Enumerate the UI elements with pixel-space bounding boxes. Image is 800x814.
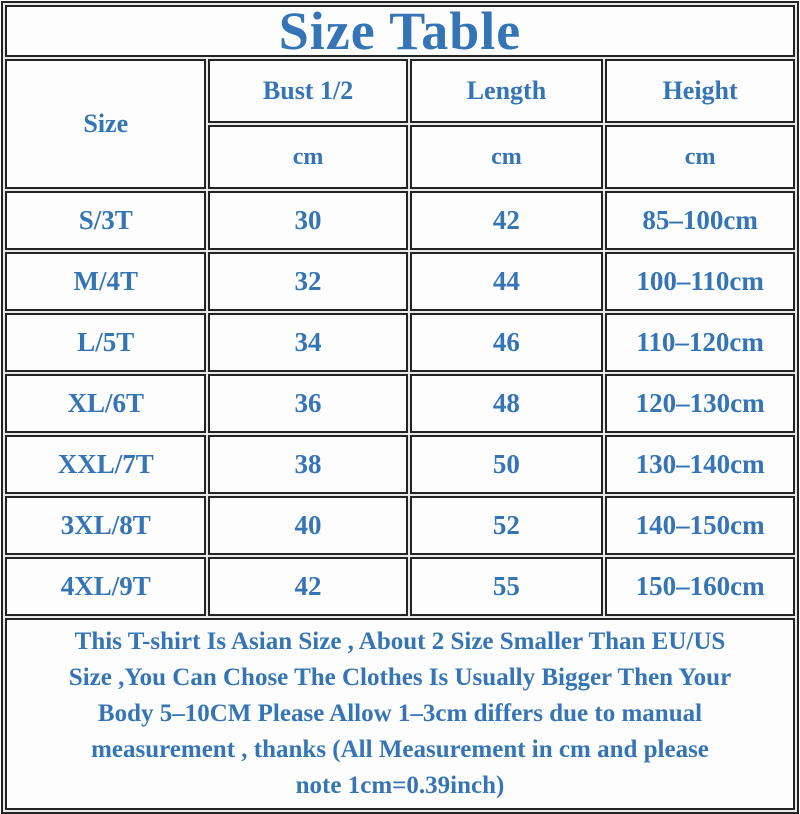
note-line: Body 5–10CM Please Allow 1–3cm differs due to manual bbox=[97, 700, 703, 727]
bust-cell: 40 bbox=[208, 496, 407, 555]
size-cell: S/3T bbox=[5, 191, 206, 250]
height-cell: 130–140cm bbox=[605, 435, 795, 494]
unit-bust: cm bbox=[208, 125, 407, 189]
height-cell: 110–120cm bbox=[605, 313, 795, 372]
table-row bbox=[5, 191, 795, 250]
title-row bbox=[5, 5, 795, 57]
length-cell: 48 bbox=[410, 374, 604, 433]
table-row bbox=[5, 496, 795, 555]
note-line: note 1cm=0.39inch) bbox=[295, 772, 505, 799]
height-cell: 85–100cm bbox=[605, 191, 795, 250]
length-cell: 55 bbox=[410, 557, 604, 616]
column-header-length: Length bbox=[410, 59, 604, 123]
length-cell: 44 bbox=[410, 252, 604, 311]
column-header-bust: Bust 1/2 bbox=[208, 59, 407, 123]
height-cell: 140–150cm bbox=[605, 496, 795, 555]
note-line: Size ,You Can Chose The Clothes Is Usually Bigger Then Your bbox=[68, 664, 732, 691]
note-text bbox=[5, 618, 795, 810]
height-cell: 100–110cm bbox=[605, 252, 795, 311]
note-line: measurement , thanks (All Measurement in cm and please bbox=[91, 736, 709, 763]
size-cell: XL/6T bbox=[5, 374, 206, 433]
size-table bbox=[1, 1, 799, 814]
bust-cell: 34 bbox=[208, 313, 407, 372]
note-row bbox=[5, 618, 795, 810]
table-row bbox=[5, 313, 795, 372]
column-header-size: Size bbox=[5, 59, 206, 189]
bust-cell: 32 bbox=[208, 252, 407, 311]
header-row bbox=[5, 59, 795, 123]
table-row bbox=[5, 435, 795, 494]
size-cell: M/4T bbox=[5, 252, 206, 311]
bust-cell: 36 bbox=[208, 374, 407, 433]
length-cell: 42 bbox=[410, 191, 604, 250]
page-title: Size Table bbox=[5, 5, 795, 57]
length-cell: 52 bbox=[410, 496, 604, 555]
unit-height: cm bbox=[605, 125, 795, 189]
height-cell: 150–160cm bbox=[605, 557, 795, 616]
size-cell: 4XL/9T bbox=[5, 557, 206, 616]
size-cell: XXL/7T bbox=[5, 435, 206, 494]
length-cell: 46 bbox=[410, 313, 604, 372]
length-cell: 50 bbox=[410, 435, 604, 494]
table-row bbox=[5, 252, 795, 311]
bust-cell: 30 bbox=[208, 191, 407, 250]
unit-length: cm bbox=[410, 125, 604, 189]
size-cell: 3XL/8T bbox=[5, 496, 206, 555]
column-header-height: Height bbox=[605, 59, 795, 123]
height-cell: 120–130cm bbox=[605, 374, 795, 433]
table-row bbox=[5, 374, 795, 433]
bust-cell: 42 bbox=[208, 557, 407, 616]
table-row bbox=[5, 557, 795, 616]
size-cell: L/5T bbox=[5, 313, 206, 372]
note-line: This T-shirt Is Asian Size , About 2 Size Smaller Than EU/US bbox=[74, 628, 726, 655]
bust-cell: 38 bbox=[208, 435, 407, 494]
